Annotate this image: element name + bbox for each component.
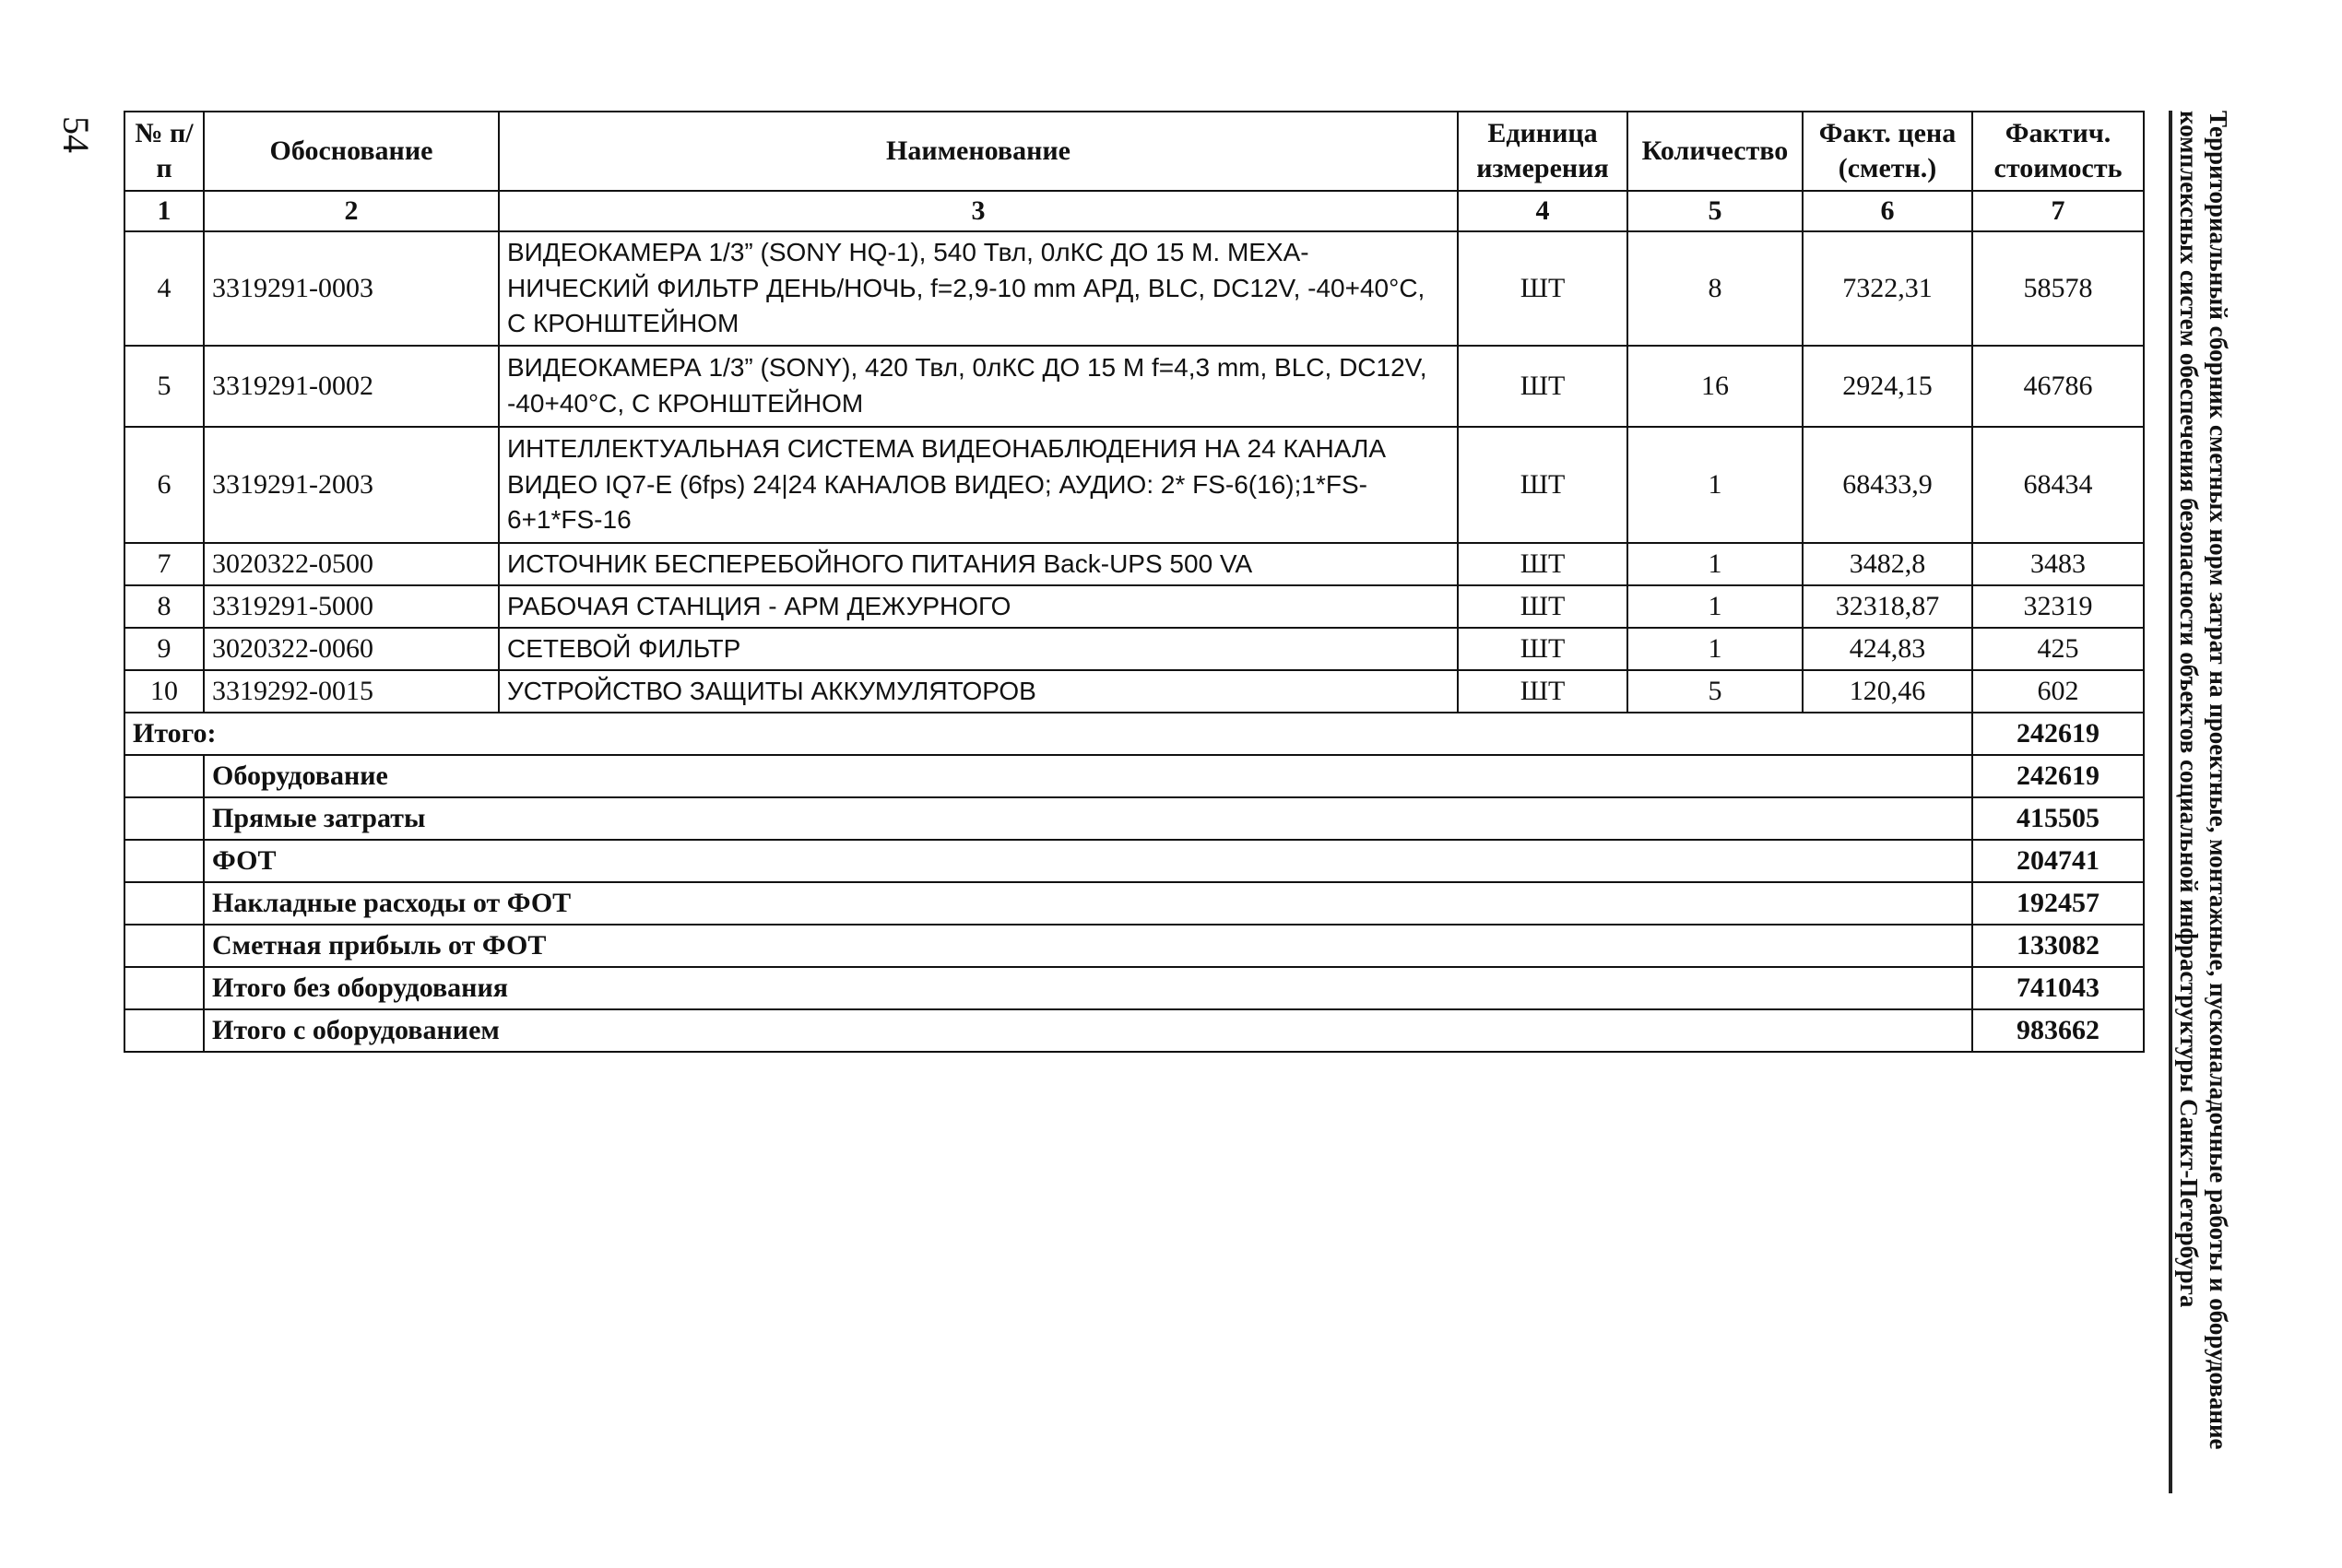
side-title-line-2: комплексных систем обеспечения безопасности объектов социальной инфраструктуры Санкт-Петербурга — [2175, 111, 2203, 1308]
table-row — [124, 346, 2144, 427]
row-num: 7 — [124, 543, 204, 585]
summary-spacer — [124, 967, 204, 1009]
summary-row — [124, 882, 2144, 925]
summary-value: 192457 — [1972, 882, 2144, 925]
summary-value: 133082 — [1972, 925, 2144, 967]
row-unit: ШТ — [1458, 346, 1627, 427]
row-name: СЕТЕВОЙ ФИЛЬТР — [499, 628, 1458, 670]
row-basis: 3319291-0002 — [204, 346, 499, 427]
row-unit: ШТ — [1458, 628, 1627, 670]
summary-row — [124, 925, 2144, 967]
row-unit: ШТ — [1458, 670, 1627, 713]
row-basis: 3319291-0003 — [204, 231, 499, 346]
summary-label: Сметная прибыль от ФОТ — [204, 925, 1972, 967]
row-cost: 58578 — [1972, 231, 2144, 346]
page-number: 54 — [55, 116, 97, 153]
row-price: 120,46 — [1803, 670, 1972, 713]
header-basis: Обоснование — [204, 112, 499, 191]
total-label: Итого: — [124, 713, 1972, 755]
summary-value: 415505 — [1972, 797, 2144, 840]
row-qty: 1 — [1627, 543, 1803, 585]
summary-value: 204741 — [1972, 840, 2144, 882]
row-cost: 68434 — [1972, 427, 2144, 543]
row-name: РАБОЧАЯ СТАНЦИЯ - АРМ ДЕЖУРНОГО — [499, 585, 1458, 628]
row-unit: ШТ — [1458, 543, 1627, 585]
summary-row — [124, 755, 2144, 797]
column-number: 7 — [1972, 191, 2144, 231]
row-cost: 32319 — [1972, 585, 2144, 628]
row-num: 10 — [124, 670, 204, 713]
column-number: 5 — [1627, 191, 1803, 231]
summary-value: 983662 — [1972, 1009, 2144, 1052]
table-row — [124, 670, 2144, 713]
summary-label: Прямые затраты — [204, 797, 1972, 840]
row-qty: 5 — [1627, 670, 1803, 713]
summary-value: 242619 — [1972, 755, 2144, 797]
row-price: 2924,15 — [1803, 346, 1972, 427]
row-name: ВИДЕОКАМЕРА 1/3” (SONY HQ-1), 540 Твл, 0лКС ДО 15 М. МЕХА-НИЧЕСКИЙ ФИЛЬТР ДЕНЬ/НОЧЬ, f=2,9-10 mm АРД, BLC, DC12V, -40+40°С, С КРОНШТЕЙНОМ — [499, 231, 1458, 346]
row-unit: ШТ — [1458, 231, 1627, 346]
table-row — [124, 585, 2144, 628]
total-value: 242619 — [1972, 713, 2144, 755]
row-basis: 3319291-5000 — [204, 585, 499, 628]
column-number: 6 — [1803, 191, 1972, 231]
column-number: 4 — [1458, 191, 1627, 231]
header-qty: Количество — [1627, 112, 1803, 191]
summary-row — [124, 967, 2144, 1009]
summary-spacer — [124, 755, 204, 797]
summary-row — [124, 1009, 2144, 1052]
summary-spacer — [124, 840, 204, 882]
row-basis: 3020322-0500 — [204, 543, 499, 585]
row-price: 424,83 — [1803, 628, 1972, 670]
row-num: 9 — [124, 628, 204, 670]
header-name: Наименование — [499, 112, 1458, 191]
row-cost: 46786 — [1972, 346, 2144, 427]
table-row — [124, 231, 2144, 346]
summary-label: Итого с оборудованием — [204, 1009, 1972, 1052]
table-row — [124, 628, 2144, 670]
summary-spacer — [124, 882, 204, 925]
row-qty: 1 — [1627, 427, 1803, 543]
summary-value: 741043 — [1972, 967, 2144, 1009]
summary-label: ФОТ — [204, 840, 1972, 882]
row-qty: 1 — [1627, 585, 1803, 628]
header-num: № п/п — [124, 112, 204, 191]
summary-label: Итого без оборудования — [204, 967, 1972, 1009]
row-name: ИСТОЧНИК БЕСПЕРЕБОЙНОГО ПИТАНИЯ Back-UPS 500 VA — [499, 543, 1458, 585]
summary-label: Накладные расходы от ФОТ — [204, 882, 1972, 925]
row-basis: 3319291-2003 — [204, 427, 499, 543]
estimate-table — [124, 111, 2145, 1053]
header-unit: Единица измерения — [1458, 112, 1627, 191]
column-number-row — [124, 191, 2144, 231]
estimate-table-container — [124, 111, 2145, 1053]
row-num: 6 — [124, 427, 204, 543]
row-price: 32318,87 — [1803, 585, 1972, 628]
row-unit: ШТ — [1458, 427, 1627, 543]
summary-row — [124, 840, 2144, 882]
row-name: ИНТЕЛЛЕКТУАЛЬНАЯ СИСТЕМА ВИДЕОНАБЛЮДЕНИЯ НА 24 КАНАЛА ВИДЕО IQ7-E (6fps) 24|24 КАНАЛОВ ВИДЕО; АУДИО: 2* FS-6(16);1*FS-6+1*FS-16 — [499, 427, 1458, 543]
total-row — [124, 713, 2144, 755]
header-row — [124, 112, 2144, 191]
table-row — [124, 543, 2144, 585]
summary-row — [124, 797, 2144, 840]
column-number: 1 — [124, 191, 204, 231]
side-divider — [2169, 111, 2172, 1493]
row-cost: 602 — [1972, 670, 2144, 713]
header-cost: Фактич. стоимость — [1972, 112, 2144, 191]
row-cost: 425 — [1972, 628, 2144, 670]
side-title-line-1: Территориальный сборник сметных норм затрат на проектные, монтажные, пусконаладочные работы и оборудование — [2205, 111, 2232, 1450]
table-row — [124, 427, 2144, 543]
side-running-title — [2174, 111, 2233, 1493]
row-qty: 16 — [1627, 346, 1803, 427]
row-num: 4 — [124, 231, 204, 346]
row-qty: 8 — [1627, 231, 1803, 346]
row-qty: 1 — [1627, 628, 1803, 670]
row-cost: 3483 — [1972, 543, 2144, 585]
row-num: 5 — [124, 346, 204, 427]
row-num: 8 — [124, 585, 204, 628]
header-price: Факт. цена (сметн.) — [1803, 112, 1972, 191]
summary-spacer — [124, 925, 204, 967]
row-basis: 3319292-0015 — [204, 670, 499, 713]
summary-spacer — [124, 797, 204, 840]
summary-spacer — [124, 1009, 204, 1052]
summary-label: Оборудование — [204, 755, 1972, 797]
column-number: 2 — [204, 191, 499, 231]
row-basis: 3020322-0060 — [204, 628, 499, 670]
row-price: 68433,9 — [1803, 427, 1972, 543]
column-number: 3 — [499, 191, 1458, 231]
row-price: 7322,31 — [1803, 231, 1972, 346]
row-unit: ШТ — [1458, 585, 1627, 628]
row-name: УСТРОЙСТВО ЗАЩИТЫ АККУМУЛЯТОРОВ — [499, 670, 1458, 713]
row-price: 3482,8 — [1803, 543, 1972, 585]
row-name: ВИДЕОКАМЕРА 1/3” (SONY), 420 Твл, 0лКС ДО 15 М f=4,3 mm, BLC, DC12V, -40+40°С, С КРОНШТЕЙНОМ — [499, 346, 1458, 427]
